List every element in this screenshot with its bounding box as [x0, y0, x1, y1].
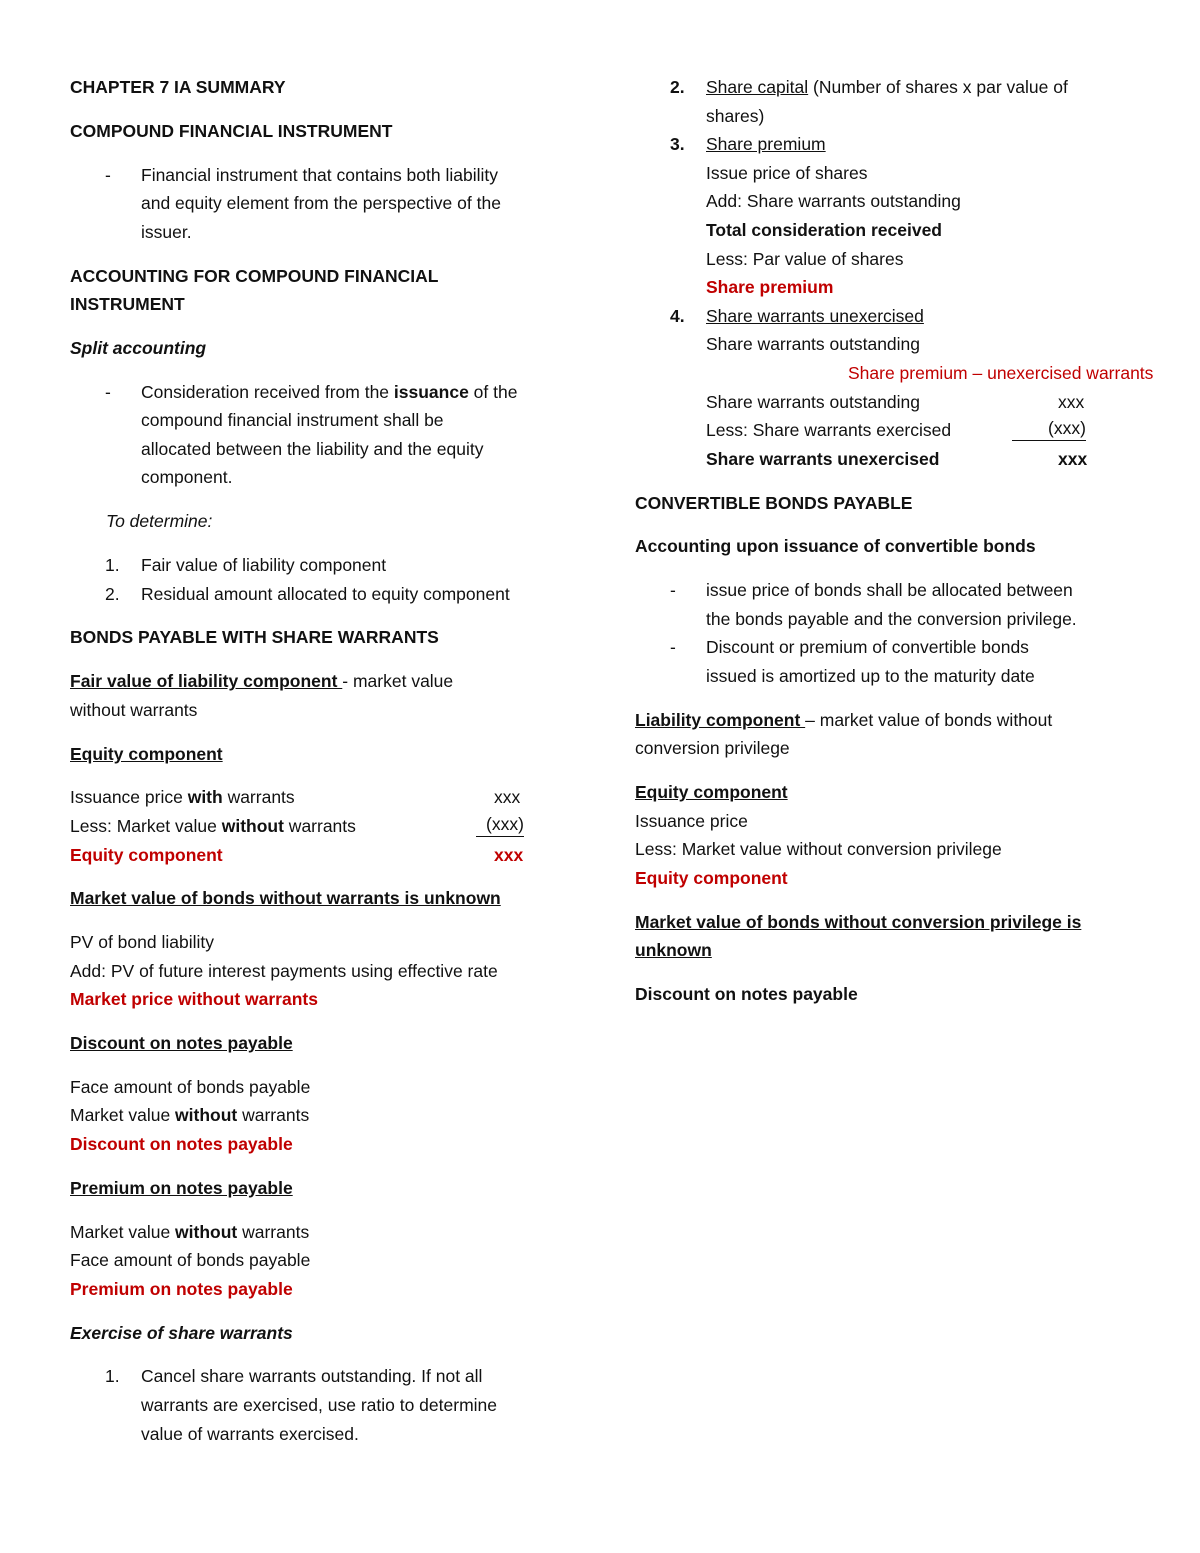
discount-result: Discount on notes payable	[70, 1134, 293, 1155]
cbp-bullet: - issue price of bonds shall be allocated between the bonds payable and the conversion privilege.	[635, 576, 1135, 633]
bullet-dash: -	[670, 580, 676, 601]
equity-row-value: (xxx)	[476, 812, 524, 837]
exercise-item: 1. Cancel share warrants outstanding. If not all warrants are exercised, use ratio to determine value of warrants exercised.	[105, 1366, 497, 1444]
consideration-bullet	[70, 378, 570, 492]
document-title: CHAPTER 7 IA SUMMARY	[70, 77, 286, 97]
premium-result: Premium on notes payable	[70, 1278, 293, 1299]
swu-row-value: xxx	[1058, 391, 1085, 412]
share-capital-label: Share capital	[706, 77, 809, 97]
consideration-line: component.	[141, 467, 233, 488]
right-discount-heading: Discount on notes payable	[635, 983, 858, 1004]
right-equity-result: Equity component	[635, 867, 788, 888]
swu-row-value: xxx	[1058, 448, 1088, 469]
right-equity-heading: Equity component	[635, 782, 788, 802]
determine-item: 1. Fair value of liability component	[105, 555, 387, 576]
consideration-line: allocated between the liability and the equity	[141, 438, 484, 459]
discount-face-line: Face amount of bonds payable	[70, 1076, 311, 1097]
share-premium-unexercised: Share premium – unexercised warrants	[848, 362, 1154, 383]
discount-mv-line: Market value without warrants	[70, 1105, 310, 1126]
equity-row: Less: Market value without warrants (xxx)	[70, 813, 524, 836]
right-mv-unknown-line: unknown	[635, 940, 712, 961]
total-consideration: Total consideration received	[706, 219, 942, 240]
premium-heading: Premium on notes payable	[70, 1177, 293, 1198]
share-premium-result: Share premium	[706, 277, 834, 298]
right-equity-line: Issuance price	[635, 810, 748, 831]
bpsw-heading: BONDS PAYABLE WITH SHARE WARRANTS	[70, 627, 439, 648]
accounting-heading-line: ACCOUNTING FOR COMPOUND FINANCIAL	[70, 265, 439, 286]
fair-value-liability-line: Fair value of liability component - market value	[70, 671, 454, 692]
cfi-definition	[70, 161, 570, 247]
equity-row-value: xxx	[494, 844, 524, 865]
convertible-bonds-heading: CONVERTIBLE BONDS PAYABLE	[635, 492, 913, 513]
accounting-heading-line: INSTRUMENT	[70, 294, 185, 315]
cfi-def-line: issuer.	[141, 221, 192, 242]
equity-row-value: xxx	[494, 787, 521, 808]
liability-component-line: Liability component – market value of bonds without	[635, 709, 1053, 730]
swu-label: Share warrants unexercised	[706, 305, 924, 326]
discount-heading: Discount on notes payable	[70, 1033, 293, 1054]
cfi-def-line: Financial instrument that contains both liability	[141, 164, 498, 185]
liability-component-line: conversion privilege	[635, 738, 790, 759]
fair-value-liability-line: without warrants	[70, 699, 198, 720]
equity-row: Equity component xxx	[70, 841, 570, 870]
swu-row: Share warrants unexercised xxx	[706, 445, 1135, 474]
consideration-line: compound financial instrument shall be	[141, 410, 444, 431]
pv-bond-line: PV of bond liability	[70, 932, 214, 953]
share-capital-item: 2. Share capital (Number of shares x par value of shares)	[670, 77, 1068, 126]
left-column	[70, 73, 570, 1448]
bullet-dash: -	[105, 164, 111, 185]
market-value-unknown-heading: Market value of bonds without warrants is unknown	[70, 888, 501, 909]
bullet-dash: -	[670, 637, 676, 658]
cfi-heading: COMPOUND FINANCIAL INSTRUMENT	[70, 120, 393, 141]
swu-row: Share warrants outstanding xxx	[706, 388, 1135, 417]
right-mv-unknown-line: Market value of bonds without conversion privilege is	[635, 911, 1082, 932]
cbp-bullet: - Discount or premium of convertible bonds issued is amortized up to the maturity date	[635, 633, 1135, 690]
premium-mv-line: Market value without warrants	[70, 1221, 310, 1242]
convertible-bonds-subheading: Accounting upon issuance of convertible bonds	[635, 536, 1036, 557]
premium-face-line: Face amount of bonds payable	[70, 1250, 311, 1271]
right-equity-line: Less: Market value without conversion privilege	[635, 839, 1002, 860]
share-premium-label: Share premium	[706, 134, 826, 155]
to-determine-label: To determine:	[106, 511, 213, 532]
share-warrants-unexercised-item: 4. Share warrants unexercised Share warrants outstanding Share premium – unexercised warrants Share warrants outstanding xxx Less: Share warrants exercised (xxx) Share warrants unexercised xxx	[635, 302, 1135, 474]
split-accounting-heading: Split accounting	[70, 337, 207, 358]
consideration-line: Consideration received from the issuance of the	[141, 381, 518, 402]
equity-row: Issuance price with warrants xxx	[70, 783, 570, 812]
swu-row-value: (xxx)	[1012, 416, 1086, 441]
swu-row: Less: Share warrants exercised (xxx)	[706, 418, 1086, 441]
exercise-heading: Exercise of share warrants	[70, 1322, 293, 1343]
pv-add-line: Add: PV of future interest payments using effective rate	[70, 960, 498, 981]
share-premium-item: 3. Share premium Issue price of shares Add: Share warrants outstanding Total consideration received Less: Par value of shares Share premium	[635, 130, 1135, 302]
right-column	[635, 73, 1154, 1009]
equity-component-heading: Equity component	[70, 743, 223, 764]
bullet-dash: -	[105, 381, 111, 402]
determine-item: 2. Residual amount allocated to equity component	[105, 583, 510, 604]
market-price-result: Market price without warrants	[70, 989, 318, 1010]
cfi-def-line: and equity element from the perspective of the	[141, 193, 501, 214]
